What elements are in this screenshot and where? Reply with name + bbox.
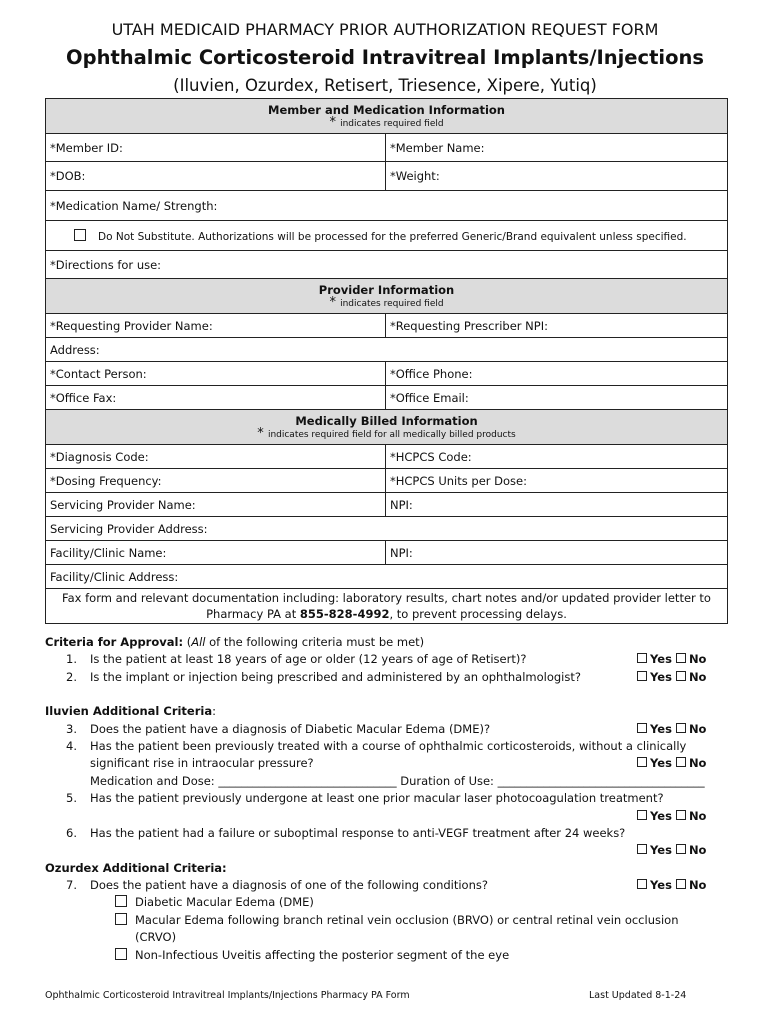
contact-person-field[interactable]: *Contact Person: — [46, 362, 386, 386]
form-agency-title: UTAH MEDICAID PHARMACY PRIOR AUTHORIZATION REQUEST FORM — [111, 20, 659, 39]
no-checkbox-icon — [676, 810, 686, 820]
office-email-field[interactable]: *Office Email: — [386, 386, 728, 410]
member-name-field[interactable]: *Member Name: — [386, 134, 728, 162]
member-id-field[interactable]: *Member ID: — [46, 134, 386, 162]
no-checkbox-icon — [676, 757, 686, 767]
condition-option-continued: (CRVO) — [135, 930, 177, 945]
yes-checkbox-icon — [637, 844, 647, 854]
yes-no-choice[interactable]: Yes No — [637, 755, 706, 772]
provider-section-header — [46, 279, 728, 314]
no-checkbox-icon — [676, 653, 686, 663]
question-row: 5. Has the patient previously undergone at least one prior macular laser photocoagulation treatment? — [66, 791, 664, 806]
ozurdex-heading: Ozurdex Additional Criteria: — [45, 860, 227, 875]
directions-field[interactable]: *Directions for use: — [46, 251, 728, 279]
required-note: * indicates required field — [329, 294, 444, 310]
office-fax-field[interactable]: *Office Fax: — [46, 386, 386, 410]
yes-checkbox-icon — [637, 757, 647, 767]
dns-row — [46, 221, 728, 251]
question-row: 4. Has the patient been previously treated with a course of ophthalmic corticosteroids, without a clinically — [66, 738, 687, 753]
yes-no-choice[interactable]: Yes No — [637, 808, 706, 825]
diagnosis-code-field[interactable]: *Diagnosis Code: — [46, 445, 386, 469]
question-row: 7. Does the patient have a diagnosis of one of the following conditions? Yes No — [45, 877, 735, 894]
yes-checkbox-icon — [637, 723, 647, 733]
yes-no-choice[interactable]: Yes No — [637, 669, 706, 686]
iluvien-heading: Iluvien Additional Criteria: — [45, 704, 216, 719]
required-note: * indicates required field for all medically billed products — [257, 425, 516, 441]
medication-field[interactable]: *Medication Name/ Strength: — [46, 191, 728, 221]
question-row-continued: significant rise in intraocular pressure? Yes No — [45, 755, 735, 772]
yes-checkbox-icon — [637, 810, 647, 820]
yes-no-choice[interactable]: Yes No — [637, 651, 706, 668]
question-row: 6. Has the patient had a failure or suboptimal response to anti-VEGF treatment after 24 weeks? — [66, 825, 626, 840]
question-row: 1. Is the patient at least 18 years of age or older (12 years of age of Retisert)? Yes No — [45, 651, 735, 668]
billed-section-header — [46, 410, 728, 445]
yes-checkbox-icon — [637, 653, 647, 663]
provider-section-title: Provider Information — [318, 282, 455, 297]
facility-address-field[interactable]: Facility/Clinic Address: — [46, 565, 728, 589]
servicing-provider-address-field[interactable]: Servicing Provider Address: — [46, 517, 728, 541]
pa-form-table — [45, 98, 728, 624]
dosing-frequency-field[interactable]: *Dosing Frequency: — [46, 469, 386, 493]
yes-checkbox-icon — [637, 671, 647, 681]
no-checkbox-icon — [676, 844, 686, 854]
fax-number: 855-828-4992 — [299, 607, 390, 621]
checkbox-icon — [115, 913, 127, 925]
office-phone-field[interactable]: *Office Phone: — [386, 362, 728, 386]
member-section-title: Member and Medication Information — [268, 102, 505, 117]
checkbox-icon — [115, 948, 127, 960]
question-row: 3. Does the patient have a diagnosis of Diabetic Macular Edema (DME)? Yes No — [45, 721, 735, 738]
form-subtitle: (Iluvien, Ozurdex, Retisert, Triesence, Xipere, Yutiq) — [173, 76, 597, 95]
no-checkbox-icon — [676, 671, 686, 681]
yes-no-choice[interactable]: Yes No — [637, 877, 706, 894]
dns-checkbox[interactable] — [74, 229, 86, 241]
servicing-provider-name-field[interactable]: Servicing Provider Name: — [46, 493, 386, 517]
condition-option[interactable]: Non-Infectious Uveitis affecting the posterior segment of the eye — [45, 947, 735, 964]
member-section-header — [46, 99, 728, 134]
servicing-npi-field[interactable]: NPI: — [386, 493, 728, 517]
footer-updated: Last Updated 8-1-24 — [589, 990, 687, 1001]
answer-row — [45, 808, 735, 825]
billed-section-title: Medically Billed Information — [295, 413, 478, 428]
form-title: Ophthalmic Corticosteroid Intravitreal Implants/Injections — [66, 46, 704, 69]
dns-label: Do Not Substitute. Authorizations will be processed for the preferred Generic/Brand equivalent unless specified. — [98, 230, 687, 243]
no-checkbox-icon — [676, 879, 686, 889]
fax-instructions: Fax form and relevant documentation including: laboratory results, chart notes and/or updated provider letter to Pharmacy PA at 855-828-4992, to prevent processing delays. — [46, 589, 728, 624]
condition-option[interactable]: Diabetic Macular Edema (DME) — [45, 894, 735, 911]
yes-no-choice[interactable]: Yes No — [637, 842, 706, 859]
footer-form-name: Ophthalmic Corticosteroid Intravitreal Implants/Injections Pharmacy PA Form — [45, 990, 410, 1001]
facility-npi-field[interactable]: NPI: — [386, 541, 728, 565]
address-field[interactable]: Address: — [46, 338, 728, 362]
yes-no-choice[interactable]: Yes No — [637, 721, 706, 738]
criteria-heading: Criteria for Approval: (All of the following criteria must be met) — [45, 635, 425, 649]
condition-option[interactable]: Macular Edema following branch retinal vein occlusion (BRVO) or central retinal vein occlusion — [45, 912, 735, 929]
dob-field[interactable]: *DOB: — [46, 162, 386, 191]
hcpcs-code-field[interactable]: *HCPCS Code: — [386, 445, 728, 469]
requesting-npi-field[interactable]: *Requesting Prescriber NPI: — [386, 314, 728, 338]
criteria-section — [45, 634, 735, 964]
checkbox-icon — [115, 895, 127, 907]
facility-name-field[interactable]: Facility/Clinic Name: — [46, 541, 386, 565]
medication-dose-line[interactable]: Medication and Dose: _______________________________ Duration of Use: ____________________________________ — [90, 773, 705, 788]
required-note: * indicates required field — [329, 114, 444, 130]
requesting-provider-name-field[interactable]: *Requesting Provider Name: — [46, 314, 386, 338]
no-checkbox-icon — [676, 723, 686, 733]
yes-checkbox-icon — [637, 879, 647, 889]
weight-field[interactable]: *Weight: — [386, 162, 728, 191]
question-row: 2. Is the implant or injection being prescribed and administered by an ophthalmologist? Yes No — [45, 669, 735, 686]
answer-row — [45, 842, 735, 859]
hcpcs-units-field[interactable]: *HCPCS Units per Dose: — [386, 469, 728, 493]
